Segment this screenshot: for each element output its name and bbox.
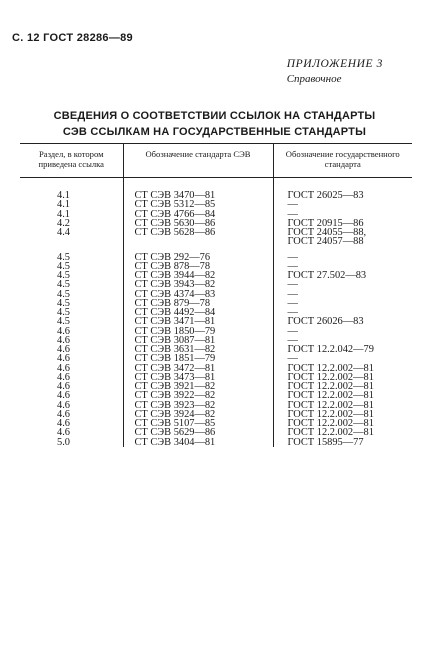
cell-cmea-standard: СТ СЭВ 879—78 — [123, 299, 273, 308]
table-row — [20, 382, 412, 391]
table-row — [20, 290, 412, 299]
table-header-row — [20, 144, 412, 178]
cell-section: 4.1 — [57, 200, 70, 210]
page-header: С. 12 ГОСТ 28286—89 — [12, 32, 133, 44]
table-row — [20, 262, 412, 271]
cell-cmea-standard: СТ СЭВ 3087—81 — [123, 336, 273, 345]
cell-cmea-standard: СТ СЭВ 3944—82 — [123, 271, 273, 280]
cell-cmea-standard: СТ СЭВ 5629—86 — [123, 428, 273, 437]
appendix-subtitle: Справочное — [286, 73, 342, 85]
cell-gost-standard: ГОСТ 12.2.002—81 — [273, 410, 412, 419]
cell-gost-standard: ГОСТ 20915—86 — [273, 219, 412, 228]
table-row — [20, 419, 412, 428]
table-row — [20, 299, 412, 308]
cell-cmea-standard: СТ СЭВ 4374—83 — [123, 290, 273, 299]
cell-gost-standard: — — [273, 308, 412, 317]
cell-section: 4.6 — [57, 335, 70, 345]
header-cmea-standard: Обозначение стандарта СЭВ — [123, 144, 273, 178]
table-row — [20, 364, 412, 373]
cell-section: 4.6 — [57, 354, 70, 364]
cell-gost-standard: ГОСТ 27.502—83 — [273, 271, 412, 280]
cell-cmea-standard: СТ СЭВ 3923—82 — [123, 401, 273, 410]
cell-cmea-standard: СТ СЭВ 3943—82 — [123, 280, 273, 289]
cell-section: 4.5 — [57, 261, 70, 271]
cell-gost-standard: — — [273, 247, 412, 262]
cell-cmea-standard: СТ СЭВ 5630—86 — [123, 219, 273, 228]
cell-section: 4.1 — [57, 209, 70, 219]
cell-cmea-standard: СТ СЭВ 3473—81 — [123, 373, 273, 382]
table-row — [20, 308, 412, 317]
cell-gost-standard: ГОСТ 15895—77 — [273, 438, 412, 447]
cell-cmea-standard: СТ СЭВ 4766—84 — [123, 210, 273, 219]
cell-section: 4.5 — [57, 298, 70, 308]
appendix-label — [287, 58, 383, 85]
table-row — [20, 219, 412, 228]
cell-gost-standard: ГОСТ 12.2.042—79 — [273, 345, 412, 354]
cell-cmea-standard: СТ СЭВ 3924—82 — [123, 410, 273, 419]
cell-cmea-standard — [123, 237, 273, 246]
cell-section: 4.2 — [57, 218, 70, 228]
cell-section: 4.6 — [57, 409, 70, 419]
cell-cmea-standard: СТ СЭВ 5628—86 — [123, 228, 273, 237]
cell-section: 4.5 — [57, 280, 70, 290]
cell-section: 5.0 — [57, 437, 70, 447]
cell-gost-standard: ГОСТ 12.2.002—81 — [273, 382, 412, 391]
cell-gost-standard: — — [273, 354, 412, 363]
cell-cmea-standard: СТ СЭВ 3471—81 — [123, 317, 273, 326]
cell-gost-standard: — — [273, 210, 412, 219]
cell-gost-standard: — — [273, 336, 412, 345]
table-row — [20, 354, 412, 363]
cell-gost-standard: ГОСТ 12.2.002—81 — [273, 428, 412, 437]
appendix-title: ПРИЛОЖЕНИЕ 3 — [286, 58, 383, 70]
cell-cmea-standard: СТ СЭВ 3472—81 — [123, 364, 273, 373]
cell-section: 4.6 — [57, 391, 70, 401]
correspondence-table — [20, 143, 412, 447]
table-row — [20, 401, 412, 410]
cell-cmea-standard: СТ СЭВ 3404—81 — [123, 438, 273, 447]
table-row — [20, 210, 412, 219]
table-row — [20, 345, 412, 354]
table-row — [20, 391, 412, 400]
cell-gost-standard: — — [273, 262, 412, 271]
header-gost-standard: Обозначение государственного стандарта — [273, 144, 412, 178]
cell-gost-standard: — — [273, 327, 412, 336]
cell-gost-standard: — — [273, 200, 412, 209]
cell-section: 4.6 — [57, 363, 70, 373]
cell-gost-standard: ГОСТ 26025—83 — [273, 178, 412, 201]
table-row — [20, 410, 412, 419]
cell-cmea-standard: СТ СЭВ 3631—82 — [123, 345, 273, 354]
cell-gost-standard: ГОСТ 24055—88, — [273, 228, 412, 237]
table-row — [20, 428, 412, 437]
cell-cmea-standard: СТ СЭВ 878—78 — [123, 262, 273, 271]
cell-gost-standard: ГОСТ 12.2.002—81 — [273, 391, 412, 400]
cell-section: 4.5 — [57, 317, 70, 327]
cell-cmea-standard: СТ СЭВ 1850—79 — [123, 327, 273, 336]
cell-section: 4.5 — [57, 271, 70, 281]
cell-cmea-standard: СТ СЭВ 3921—82 — [123, 382, 273, 391]
table-row — [20, 327, 412, 336]
table-row — [20, 280, 412, 289]
cell-gost-standard: ГОСТ 12.2.002—81 — [273, 401, 412, 410]
cell-cmea-standard: СТ СЭВ 292—76 — [123, 247, 273, 262]
cell-gost-standard: ГОСТ 12.2.002—81 — [273, 419, 412, 428]
table-row — [20, 228, 412, 237]
table-row — [20, 373, 412, 382]
cell-gost-standard: ГОСТ 12.2.002—81 — [273, 373, 412, 382]
cell-gost-standard: ГОСТ 12.2.002—81 — [273, 364, 412, 373]
table-row — [20, 200, 412, 209]
cell-section: 4.6 — [57, 372, 70, 382]
cell-gost-standard: — — [273, 280, 412, 289]
table-row — [20, 237, 412, 246]
header-section: Раздел, в котором приведена ссылка — [20, 144, 123, 178]
heading-line-2: СЭВ ССЫЛКАМ НА ГОСУДАРСТВЕННЫЕ СТАНДАРТЫ — [62, 126, 367, 138]
table-row — [20, 178, 412, 201]
cell-cmea-standard: СТ СЭВ 3922—82 — [123, 391, 273, 400]
cell-gost-standard: ГОСТ 24057—88 — [273, 237, 412, 246]
cell-section: 4.5 — [57, 308, 70, 318]
cell-section: 4.6 — [57, 326, 70, 336]
cell-section: 4.5 — [57, 289, 70, 299]
table-row — [20, 438, 412, 447]
cell-cmea-standard: СТ СЭВ 5312—85 — [123, 200, 273, 209]
cell-gost-standard: — — [273, 290, 412, 299]
cell-cmea-standard: СТ СЭВ 4492—84 — [123, 308, 273, 317]
cell-section: 4.1 — [57, 190, 70, 201]
cell-gost-standard: — — [273, 299, 412, 308]
cell-section: 4.4 — [57, 228, 70, 238]
cell-section: 4.6 — [57, 382, 70, 392]
cell-gost-standard: ГОСТ 26026—83 — [273, 317, 412, 326]
table-row — [20, 336, 412, 345]
cell-section: 4.6 — [57, 400, 70, 410]
cell-cmea-standard: СТ СЭВ 5107—85 — [123, 419, 273, 428]
table-row — [20, 247, 412, 262]
cell-section: 4.6 — [57, 419, 70, 429]
cell-section — [20, 237, 123, 246]
document-heading — [0, 108, 429, 140]
table-row — [20, 271, 412, 280]
cell-cmea-standard: СТ СЭВ 3470—81 — [123, 178, 273, 201]
heading-line-1: СВЕДЕНИЯ О СООТВЕТСТВИИ ССЫЛОК НА СТАНДАРТЫ — [53, 110, 376, 122]
cell-section: 4.5 — [57, 251, 70, 262]
cell-cmea-standard: СТ СЭВ 1851—79 — [123, 354, 273, 363]
cell-section: 4.6 — [57, 428, 70, 438]
cell-section: 4.6 — [57, 345, 70, 355]
table-row — [20, 317, 412, 326]
